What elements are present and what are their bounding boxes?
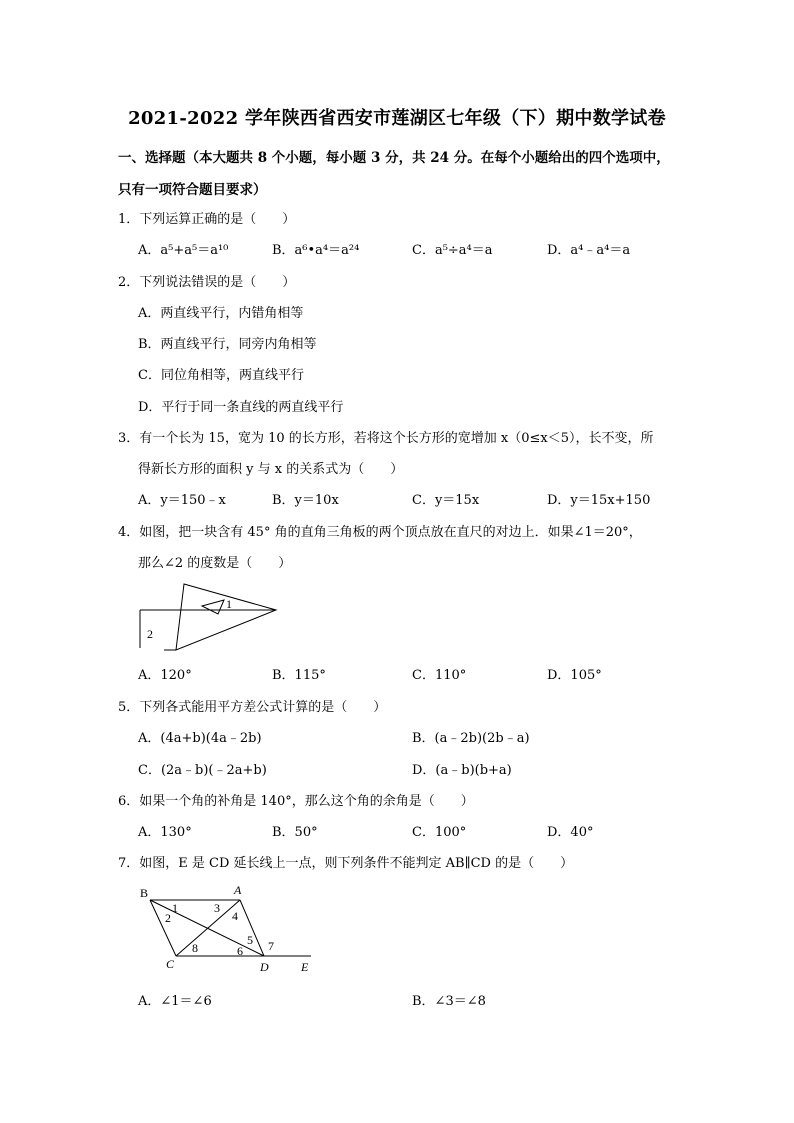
q3-stem-line1: 3．有一个长为 15，宽为 10 的长方形，若将这个长方形的宽增加 x（0≤x＜5），长不变，所 xyxy=(118,431,654,446)
q7-label: E xyxy=(301,960,309,974)
q6-option-b: B．50° xyxy=(272,825,318,840)
segment-ac xyxy=(176,900,240,956)
q3-stem-line2: 得新长方形的面积 y 与 x 的关系式为（ ） xyxy=(138,462,404,477)
q3-option-b: B．y＝10x xyxy=(272,493,339,508)
q6-stem: 6．如果一个角的补角是 140°，那么这个角的余角是（ ） xyxy=(118,794,474,809)
q3-option-a: A．y＝150﹣x xyxy=(138,493,226,508)
q7-label: 8 xyxy=(192,941,198,955)
q5-option-c: C．(2a﹣b)(﹣2a+b) xyxy=(138,763,267,778)
section-heading-line1: 一、选择题（本大题共 8 个小题，每小题 3 分，共 24 分。在每个小题给出的四个选项中， xyxy=(118,150,670,166)
q1-option-d: D．a⁴﹣a⁴＝a xyxy=(547,243,631,258)
q4-option-d: D．105° xyxy=(547,668,602,683)
q6-option-c: C．100° xyxy=(412,825,467,840)
q7-option-a: A．∠1＝∠6 xyxy=(138,994,212,1009)
q4-fig-label-1: 1 xyxy=(226,597,232,611)
q7-option-b: B．∠3＝∠8 xyxy=(412,994,486,1009)
q3-option-d: D．y＝15x+150 xyxy=(547,493,651,508)
q7-label: D xyxy=(260,960,269,974)
q7-label: B xyxy=(140,886,149,900)
q4-fig-label-2: 2 xyxy=(147,627,153,641)
page-title: 2021-2022 学年陕西省西安市莲湖区七年级（下）期中数学试卷 xyxy=(128,108,666,129)
q2-stem: 2．下列说法错误的是（ ） xyxy=(118,275,296,290)
q7-label: 1 xyxy=(172,901,178,915)
q1-option-b: B．a⁶•a⁴＝a²⁴ xyxy=(272,243,360,258)
q2-option-b: B．两直线平行，同旁内角相等 xyxy=(138,337,317,352)
q7-label: 3 xyxy=(214,901,220,915)
q1-option-c: C．a⁵÷a⁴＝a xyxy=(412,243,493,258)
q5-option-b: B．(a﹣2b)(2b﹣a) xyxy=(412,731,530,746)
q4-option-c: C．110° xyxy=(412,668,467,683)
q4-stem-line2: 那么∠2 的度数是（ ） xyxy=(138,556,292,571)
q7-label: 5 xyxy=(247,933,253,947)
q5-stem: 5．下列各式能用平方差公式计算的是（ ） xyxy=(118,700,387,715)
q6-option-a: A．130° xyxy=(138,825,192,840)
q2-option-c: C．同位角相等，两直线平行 xyxy=(138,368,304,383)
q6-option-d: D．40° xyxy=(547,825,594,840)
q7-label: 2 xyxy=(165,911,171,925)
triangle-outer xyxy=(176,584,276,650)
q4-stem-line1: 4．如图，把一块含有 45° 角的直角三角板的两个顶点放在直尺的对边上．如果∠1＝20°， xyxy=(118,525,642,540)
q3-option-c: C．y＝15x xyxy=(412,493,480,508)
segment-ad xyxy=(240,900,264,956)
q7-label: 7 xyxy=(268,939,274,953)
q4-figure xyxy=(136,580,281,652)
q2-option-a: A．两直线平行，内错角相等 xyxy=(138,306,304,321)
q1-stem: 1．下列运算正确的是（ ） xyxy=(118,212,296,227)
q7-label: C xyxy=(166,957,175,971)
q7-label: 4 xyxy=(232,909,238,923)
q7-label: 6 xyxy=(237,944,243,958)
q7-figure xyxy=(136,880,316,975)
q7-stem: 7．如图，E 是 CD 延长线上一点，则下列条件不能判定 AB∥CD 的是（ ） xyxy=(118,856,574,871)
segment-bd xyxy=(150,900,264,956)
q4-option-a: A．120° xyxy=(138,668,192,683)
q2-option-d: D．平行于同一条直线的两直线平行 xyxy=(138,400,344,415)
q7-label: A xyxy=(234,883,242,897)
q4-option-b: B．115° xyxy=(272,668,326,683)
section-heading-line2: 只有一项符合题目要求） xyxy=(118,182,267,198)
triangle-inner xyxy=(202,600,224,614)
q5-option-a: A．(4a+b)(4a﹣2b) xyxy=(138,731,262,746)
q5-option-d: D．(a﹣b)(b+a) xyxy=(412,763,512,778)
q1-option-a: A．a⁵+a⁵＝a¹⁰ xyxy=(138,243,229,258)
